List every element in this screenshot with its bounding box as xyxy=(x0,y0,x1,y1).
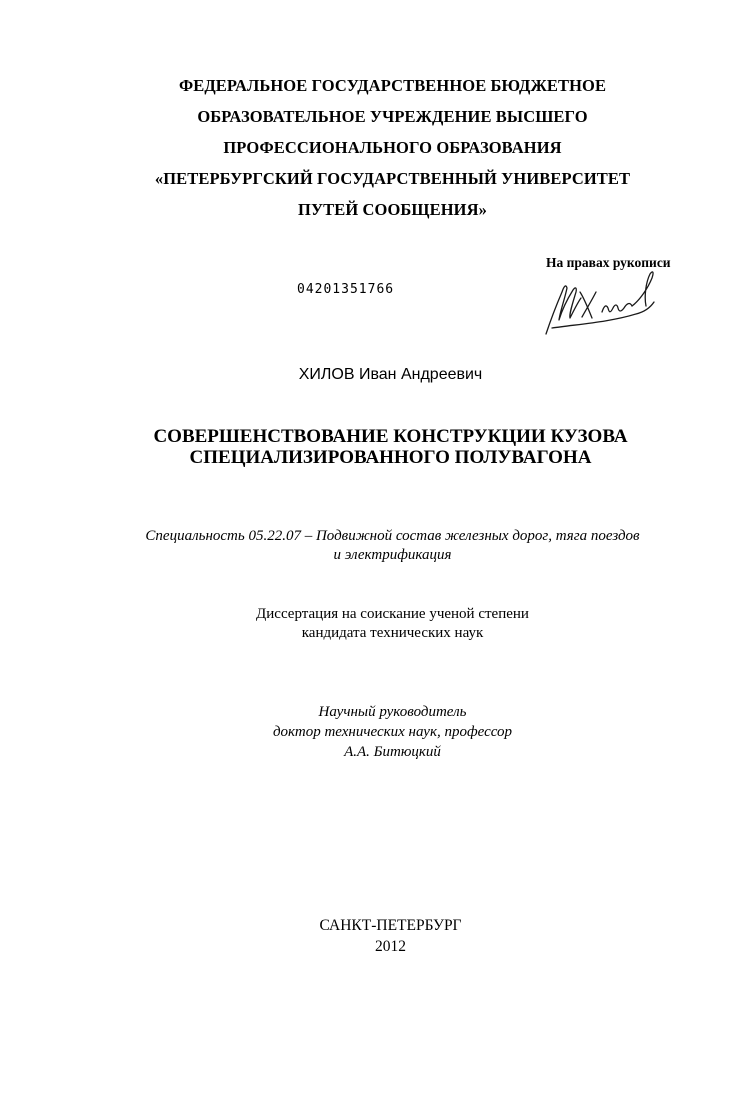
title-line: СОВЕРШЕНСТВОВАНИЕ КОНСТРУКЦИИ КУЗОВА xyxy=(153,426,628,447)
dissertation-title xyxy=(0,426,733,468)
manuscript-note: На правах рукописи xyxy=(546,255,671,270)
specialty-line: Специальность 05.22.07 – Подвижной состав железных дорог, тяга поездов xyxy=(145,528,640,544)
degree-line: кандидата технических наук xyxy=(301,625,484,641)
specialty-line: и электрификация xyxy=(333,547,452,563)
year: 2012 xyxy=(375,938,406,955)
title-line: СПЕЦИАЛИЗИРОВАННОГО ПОЛУВАГОНА xyxy=(189,447,592,468)
supervisor-line: А.А. Битюцкий xyxy=(344,744,441,760)
place-and-year xyxy=(0,915,733,957)
author-name: ХИЛОВ Иван Андреевич xyxy=(298,366,483,383)
specialty xyxy=(0,527,733,565)
inventory-number: 04201351766 xyxy=(297,282,395,297)
degree-statement xyxy=(0,605,733,643)
header-line: ОБРАЗОВАТЕЛЬНОЕ УЧРЕЖДЕНИЕ ВЫСШЕГО xyxy=(197,107,588,126)
header-line: ПРОФЕССИОНАЛЬНОГО ОБРАЗОВАНИЯ xyxy=(223,138,562,157)
header-line: «ПЕТЕРБУРГСКИЙ ГОСУДАРСТВЕННЫЙ УНИВЕРСИТЕТ xyxy=(154,169,631,188)
supervisor-block xyxy=(0,702,733,762)
header-line: ФЕДЕРАЛЬНОЕ ГОСУДАРСТВЕННОЕ БЮДЖЕТНОЕ xyxy=(178,76,607,95)
degree-line: Диссертация на соискание ученой степени xyxy=(256,606,529,622)
supervisor-line: доктор технических наук, профессор xyxy=(272,724,513,740)
institution-header xyxy=(0,70,733,225)
supervisor-line: Научный руководитель xyxy=(318,704,467,720)
city: САНКТ-ПЕТЕРБУРГ xyxy=(319,917,462,934)
header-line: ПУТЕЙ СООБЩЕНИЯ» xyxy=(298,200,487,219)
signature-icon xyxy=(540,262,670,342)
